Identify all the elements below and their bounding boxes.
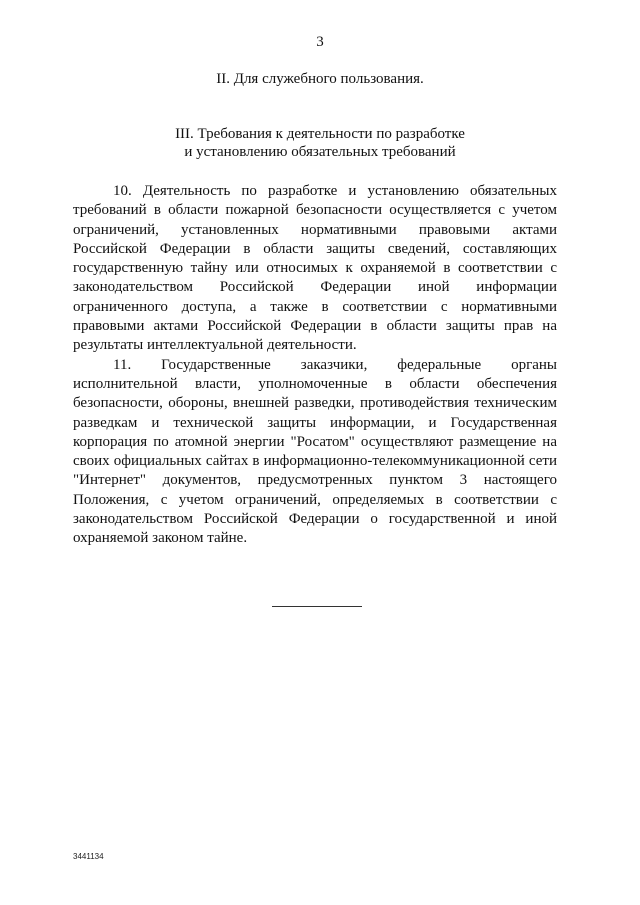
section-3-title [0, 125, 640, 161]
paragraph-11: 11. Государственные заказчики, федеральные органы исполнительной власти, уполномоченные в области обеспечения безопасности, обороны, внешней разведки, противодействия техническим разведкам и технической защиты информации, и Государственная корпорация по атомной энергии "Росатом" осуществляют размещение на своих официальных сайтах в информационно-телекоммуникационной сети "Интернет" документов, предусмотренных пунктом 3 настоящего Положения, с учетом ограничений, определяемых в соответствии с законодательством Российской Федерации о государственной и иной охраняемой законом тайне. [73, 356, 557, 547]
paragraph-10: 10. Деятельность по разработке и установлению обязательных требований в области пожарной безопасности осуществляется с учетом ограничений, установленных нормативными правовыми актами Российской Федерации в области защиты сведений, составляющих государственную тайну или относимых к охраняемой в соответствии с законодательством Российской Федерации иной информации ограниченного доступа, а также в соответствии с нормативными правовыми актами Российской Федерации в области защиты прав на результаты интеллектуальной деятельности. [73, 183, 557, 354]
page-number: 3 [316, 34, 324, 50]
body-text [73, 182, 557, 549]
document-code: 3441134 [73, 852, 104, 861]
end-divider [272, 606, 362, 607]
section-3-title-line-2: и установлению обязательных требований [184, 144, 456, 160]
section-3-title-line-1: III. Требования к деятельности по разработке [175, 126, 465, 142]
section-2-title: II. Для служебного пользования. [216, 71, 424, 87]
